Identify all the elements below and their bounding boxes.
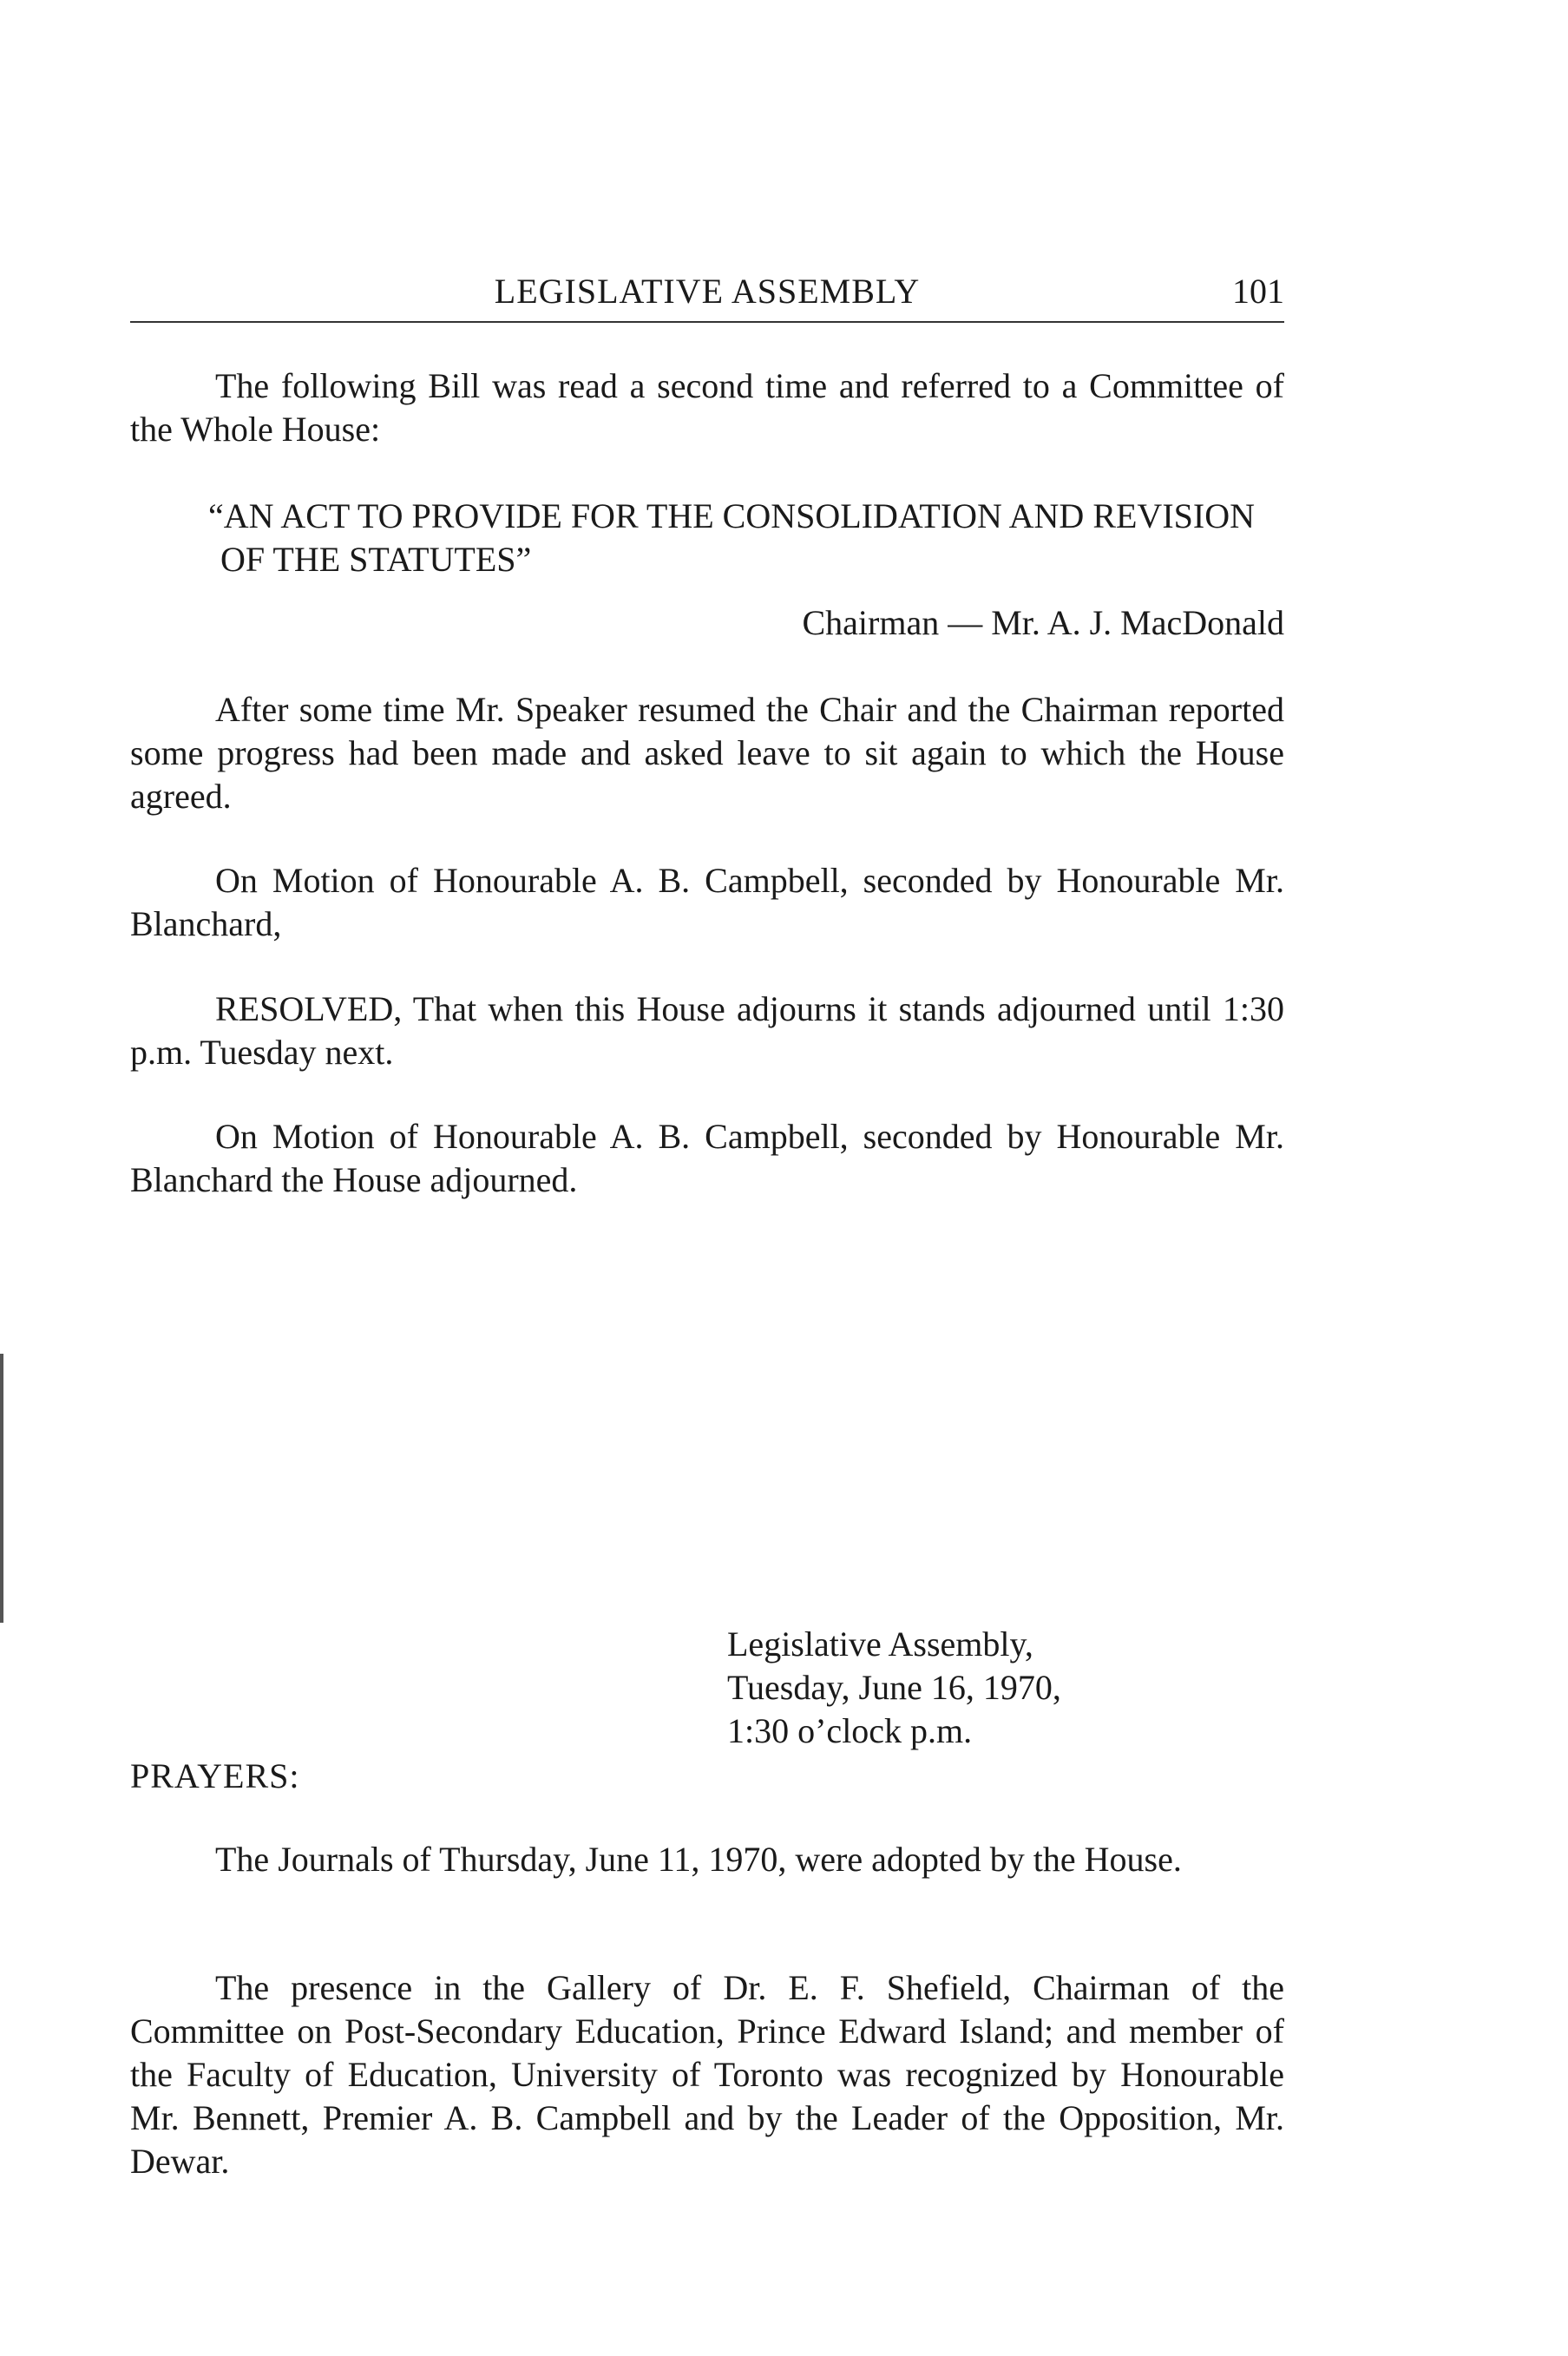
sitting-date: Tuesday, June 16, 1970, xyxy=(727,1668,1061,1707)
sitting-heading xyxy=(727,1623,1061,1753)
bill-title: “AN ACT TO PROVIDE FOR THE CONSOLIDATION AND REVISION OF THE STATUTES” xyxy=(208,496,1255,579)
chairman-line: Chairman — Mr. A. J. MacDonald xyxy=(802,603,1284,642)
paragraph-speaker-resumed: After some time Mr. Speaker resumed the Chair and the Chairman reported some progress had been made and asked leave to sit again to which the House agreed. xyxy=(130,690,1284,816)
paragraph-bill-referred: The following Bill was read a second time and referred to a Committee of the Whole House: xyxy=(130,366,1284,449)
paragraph-journals-adopted: The Journals of Thursday, June 11, 1970, were adopted by the House. xyxy=(215,1840,1182,1879)
paragraph-resolved: RESOLVED, That when this House adjourns it stands adjourned until 1:30 p.m. Tuesday next. xyxy=(130,989,1284,1072)
header-title: LEGISLATIVE ASSEMBLY xyxy=(494,272,921,311)
paragraph-gallery-presence: The presence in the Gallery of Dr. E. F. Shefield, Chairman of the Committee on Post-Secondary Education, Prince Edward Island; and member of the Faculty of Education, University of Toronto was recognized by Honourable Mr. Bennett, Premier A. B. Campbell and by the Leader of the Opposition, Mr. Dewar. xyxy=(130,1968,1284,2181)
header-rule xyxy=(130,321,1284,323)
paragraph-motion-2: On Motion of Honourable A. B. Campbell, seconded by Honourable Mr. Blanchard the House adjourned. xyxy=(130,1117,1284,1199)
paragraph-motion-1: On Motion of Honourable A. B. Campbell, seconded by Honourable Mr. Blanchard, xyxy=(130,861,1284,943)
prayers-heading: PRAYERS: xyxy=(130,1756,300,1795)
scan-edge-mark xyxy=(0,1354,3,1623)
page-header xyxy=(130,266,1284,318)
sitting-place: Legislative Assembly, xyxy=(727,1624,1033,1664)
sitting-time: 1:30 o’clock p.m. xyxy=(727,1711,973,1750)
page-number: 101 xyxy=(1232,272,1284,311)
